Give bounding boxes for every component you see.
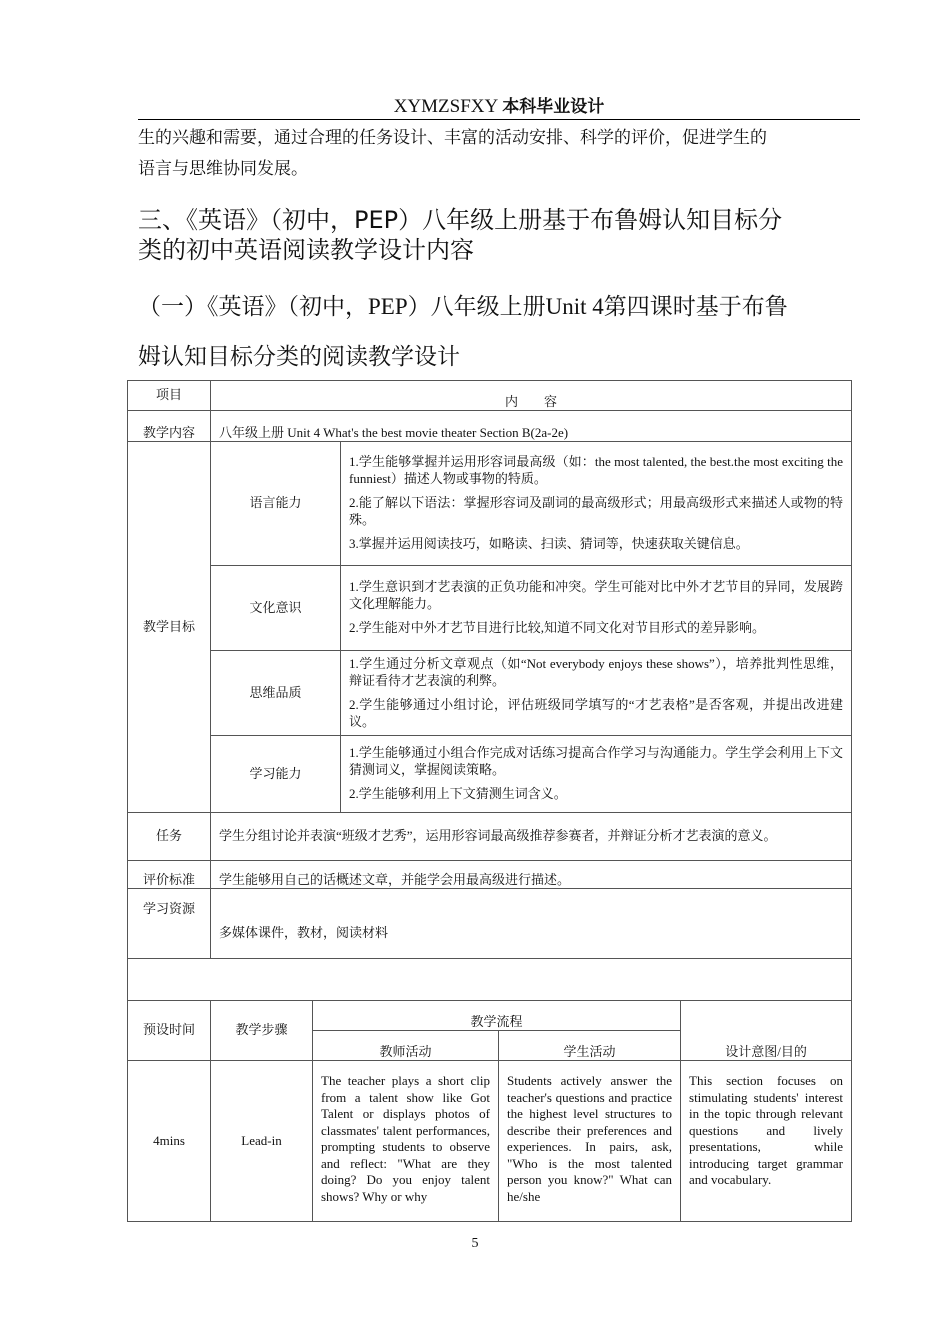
header-flow: 教学流程 [313,1001,681,1031]
resources-value: 多媒体课件，教材，阅读材料 [211,889,852,959]
eval-value: 学生能够用自己的话概述文章，并能学会用最高级进行描述。 [211,861,852,889]
goal-items [341,566,852,651]
header-item: 项目 [128,381,211,411]
teacher-activity-text: The teacher plays a short clip from a talent show like Got Talent or displays photos of classmates' talent performances, prompting students to observe and reflect: "What are they doing? Do you enjoy talent shows? Why or why [321,1073,490,1204]
goal-item: 2.学生能够通过小组讨论，评估班级同学填写的“才艺表格”是否客观，并提出改进建议。 [349,697,844,729]
task-label: 任务 [128,813,211,861]
teaching-flow-table [127,1000,852,1222]
goals-label: 教学目标 [128,442,211,813]
goal-item: 1.学生能够掌握并运用形容词最高级（如：the most talented, the best.the most exciting the funniest）描述人物或事物的特质。 [349,454,844,486]
content-value: 八年级上册 Unit 4 What's the best movie theater Section B(2a-2e) [211,411,852,442]
teacher-activity [313,1061,499,1222]
header-teacher: 教师活动 [313,1031,499,1061]
goal-item: 1.学生能够通过小组合作完成对话练习提高合作学习与沟通能力。学生学会利用上下文猜测词义，掌握阅读策略。 [349,745,844,777]
student-activity [499,1061,681,1222]
empty-row [128,959,852,1001]
eval-label: 评价标准 [128,861,211,889]
header-student: 学生活动 [499,1031,681,1061]
goal-item: 2.学生能对中外才艺节目进行比较,知道不同文化对节目形式的差异影响。 [349,620,766,636]
header-rule [138,119,860,120]
intro-line-2: 语言与思维协同发展。 [138,159,308,178]
goal-category: 学习能力 [211,736,341,813]
section-heading-line-1: 三、《英语》（初中，PEP）八年级上册基于布鲁姆认知目标分 [138,206,783,234]
table-row [128,1061,852,1222]
goal-category: 语言能力 [211,442,341,566]
header-content: 内 容 [211,381,852,411]
goal-item: 3.掌握并运用阅读技巧，如略读、扫读、猜词等，快速获取关键信息。 [349,536,749,552]
resources-label: 学习资源 [128,889,211,959]
goal-items [341,651,852,736]
subsection-heading-line-1: （一）《英语》（初中，PEP）八年级上册Unit 4第四课时基于布鲁 [138,294,788,319]
subsection-heading-line-2: 姆认知目标分类的阅读教学设计 [138,344,460,369]
task-value: 学生分组讨论并表演“班级才艺秀”，运用形容词最高级推荐参赛者，并辩证分析才艺表演的意义。 [211,813,852,861]
intro-line-1: 生的兴趣和需要，通过合理的任务设计、丰富的活动安排、科学的评价，促进学生的 [138,128,767,147]
goal-category: 思维品质 [211,651,341,736]
header-step: 教学步骤 [211,1001,313,1061]
purpose-cell: This section focuses on stimulating students' interest in the topic through relevant questions and lively presentations, while introducing target grammar and vocabulary. [681,1061,852,1222]
student-activity-text: Students actively answer the teacher's questions and practice the highest level structures to describe their preferences and experiences. In pairs, ask, "Who is the most talented person you know?" What can he/she [507,1073,673,1204]
lesson-plan-table [127,380,852,1001]
goal-item: 1.学生意识到才艺表演的正负功能和冲突。学生可能对比中外才艺节目的异同，发展跨文化理解能力。 [349,579,844,611]
page-header [138,92,860,118]
header-code: XYMZSFXY [393,96,498,117]
content-label: 教学内容 [128,411,211,442]
goal-item: 1.学生通过分析文章观点（如“Not everybody enjoys these shows”），培养批判性思维，辩证看待才艺表演的利弊。 [349,656,844,688]
section-heading-line-2: 类的初中英语阅读教学设计内容 [138,236,474,264]
goal-items [341,736,852,813]
header-title: 本科毕业设计 [502,97,605,117]
goal-category: 文化意识 [211,566,341,651]
goal-item: 2.能了解以下语法：掌握形容词及副词的最高级形式；用最高级形式来描述人或物的特殊。 [349,495,844,527]
goal-item: 2.学生能够利用上下文猜测生词含义。 [349,786,567,802]
time-cell: 4mins [128,1061,211,1222]
page-number: 5 [471,1236,479,1251]
header-purpose: 设计意图/目的 [681,1001,852,1061]
goal-items [341,442,852,566]
header-time: 预设时间 [128,1001,211,1061]
step-cell: Lead-in [211,1061,313,1222]
